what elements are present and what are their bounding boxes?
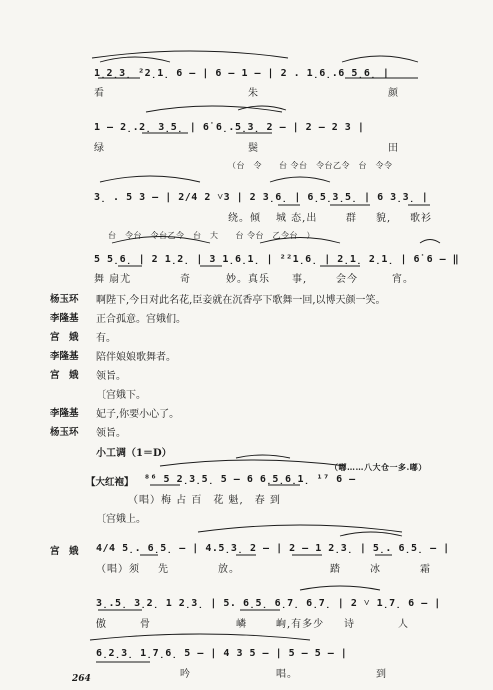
lyric: 歌衫 bbox=[410, 213, 432, 224]
score-row-4-notes: 5 5̣6̣ | 2 1̣2̣ | 3 1̣6̣1̣ | ²²1̣6̣ | 2̣1̣ 2̣1̣ | 6̇ 6 – ‖ bbox=[94, 254, 460, 265]
percussion-line: 台 令台 令台乙令 台 大 台 令台 乙令台 ） bbox=[108, 231, 316, 240]
lyric: 田 bbox=[388, 143, 399, 154]
speaker-name: 宫 娥 bbox=[50, 332, 79, 343]
lyric: 霜 bbox=[420, 564, 431, 575]
lyric: 冰 bbox=[370, 564, 381, 575]
stage-direction: 〔宫娥上。 bbox=[96, 514, 146, 525]
lyric: 群 bbox=[346, 213, 357, 224]
aria-notes: ⁸⁶ 5 2̣3̣5̣ 5 – 6 6̣5̣6̣1̣ ¹⁷ 6 – bbox=[144, 474, 356, 485]
aria-label: 【大红袍】 bbox=[86, 477, 134, 488]
lyric: 城 态,出 bbox=[276, 213, 318, 224]
score-row-1-notes: 1̣2̣3̣ ²2̣1̣ 6 – | 6 – 1 – | 2 . 1̣6̣.6 5̣6̣ | bbox=[94, 68, 390, 79]
lyric: 宵。 bbox=[392, 274, 414, 285]
dialogue-line: 有。 bbox=[96, 333, 116, 344]
lyric: 奇 bbox=[180, 274, 191, 285]
song-row-3-notes: 6̣2̣3̣ 1̣7̣6̣ 5 – | 4 3 5 – | 5 – 5 – | bbox=[96, 648, 348, 659]
lyric: 绿 bbox=[94, 143, 105, 154]
lyric: 貌, bbox=[376, 213, 392, 224]
stage-direction: 〔宫娥下。 bbox=[96, 390, 146, 401]
lyric: 舞 扇尤 bbox=[94, 274, 132, 285]
tune-key: 小工调（1＝D） bbox=[96, 448, 172, 459]
dialogue-line: 陪伴娘娘歌舞者。 bbox=[96, 352, 176, 363]
lyric: 峋,有多少 bbox=[276, 619, 325, 630]
dialogue-line: 妃子,你要小心了。 bbox=[96, 409, 180, 420]
lyric: 朱 bbox=[248, 88, 259, 99]
song-row-1-notes: 4/4 5̣. 6̣5̣ – | 4.5̣3̣ 2 – | 2 – 1 2̣3̣ | 5̣. 6̣5̣ – | bbox=[96, 543, 450, 554]
lyric: 唱。 bbox=[276, 669, 298, 680]
speaker-name: 杨玉环 bbox=[50, 427, 79, 438]
lyric: 骨 bbox=[140, 619, 151, 630]
speaker-name: 宫 娥 bbox=[50, 546, 79, 557]
lyric: 会今 bbox=[336, 274, 358, 285]
dialogue-line: 领旨。 bbox=[96, 371, 126, 382]
speaker-name: 李隆基 bbox=[50, 408, 79, 419]
lyric: 傲 bbox=[96, 619, 107, 630]
dialogue-line: 正合孤意。宫娥们。 bbox=[96, 314, 186, 325]
page-number: 264 bbox=[72, 674, 91, 684]
lyric: 人 bbox=[398, 619, 409, 630]
speaker-name: 宫 娥 bbox=[50, 370, 79, 381]
speaker-name: 李隆基 bbox=[50, 313, 79, 324]
lyric: 诗 bbox=[344, 619, 355, 630]
percussion-line: （台 令 台 令台 令台乙令 台 令令 bbox=[228, 161, 393, 170]
lyric: 看 bbox=[94, 88, 105, 99]
score-row-2-notes: 1 – 2̣.2̣ 3̣5̣ | 6̇ 6̣.5̣3̣ 2 – | 2 – 2 3 | bbox=[94, 122, 365, 133]
lyric: 到 bbox=[376, 669, 387, 680]
song-row-2-notes: 3̣.5̣ 3̣2̣ 1 2̣3̣ | 5. 6̣5̣ 6̣7̣ 6̣7̣ | 2 ˅ 1̣7̣ 6 – | bbox=[96, 598, 441, 609]
dialogue-line: 啊陛下,今日对此名花,臣妾就在沉香亭下歌舞一回,以博天颜一笑。 bbox=[96, 295, 386, 306]
score-row-3-notes: 3̣ . 5 3 – | 2/4 2 ˅3 | 2 3̣6̣ | 6̣5̣3̣5̣ | 6 3̣3̣ | bbox=[94, 192, 429, 203]
lyric: 吟 bbox=[180, 669, 191, 680]
lyric: 颜 bbox=[388, 88, 399, 99]
aria-lyrics: （唱）梅 占 百 花 魁, 春 到 bbox=[128, 495, 281, 506]
speaker-name: 杨玉环 bbox=[50, 294, 79, 305]
speaker-name: 李隆基 bbox=[50, 351, 79, 362]
percussion-line: （嘟……八大仓一多.嘟） bbox=[330, 462, 427, 472]
lyric: 嶙 bbox=[236, 619, 247, 630]
lyric: 踏 bbox=[330, 564, 341, 575]
lyric: 妙。真乐 bbox=[226, 274, 270, 285]
lyric: 事, bbox=[292, 274, 308, 285]
dialogue-line: 领旨。 bbox=[96, 428, 126, 439]
lyric: 鬓 bbox=[248, 143, 259, 154]
lyric: 先 bbox=[158, 564, 169, 575]
lyric: 放。 bbox=[218, 564, 240, 575]
lyric: 绕。倾 bbox=[228, 213, 261, 224]
lyric: （唱）须 bbox=[96, 564, 140, 575]
